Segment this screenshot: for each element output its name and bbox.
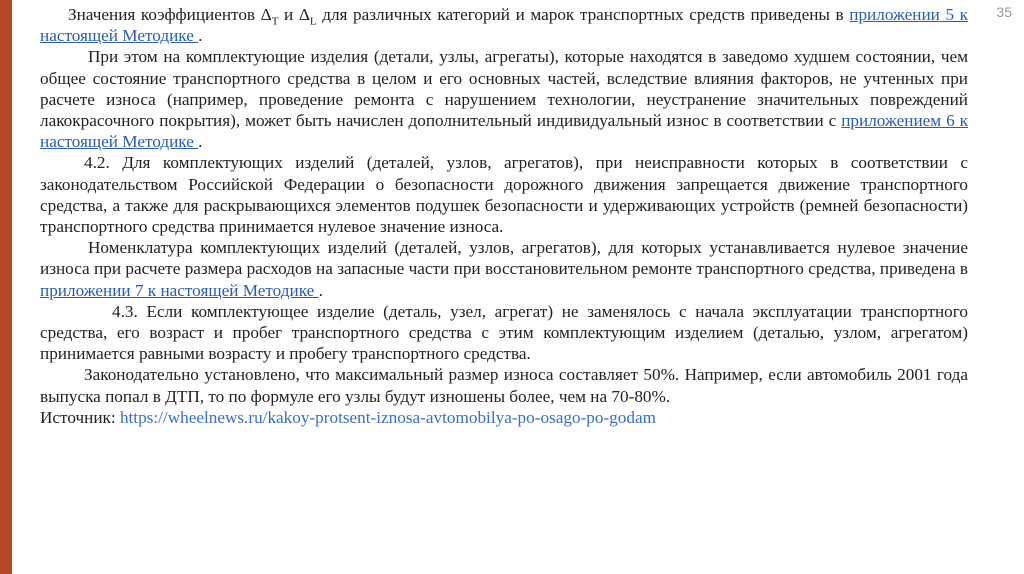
paragraph-text: Номенклатура комплектующих изделий (деталей, узлов, агрегатов), для которых устанавливается нулевое значение износа при расчете размера расходов на запасные части при восстановительном ремонте транспортного средства, приведена в <box>40 238 968 279</box>
paragraph-text: Законодательно установлено, что максимальный размер износа составляет 50%. Например, если автомобиль 2001 года выпуска попал в ДТП, то по формуле его узлы будут изношены более, чем на 70-80%. <box>40 365 968 406</box>
appendix-7-link[interactable]: приложении 7 к настоящей Методике <box>40 280 319 300</box>
accent-bar <box>0 0 12 574</box>
delta-subscript-l: L <box>309 15 317 28</box>
source-line <box>40 407 968 428</box>
slide-number: 35 <box>996 4 1012 20</box>
delta-subscript-t: T <box>271 15 279 28</box>
paragraph-text: и <box>278 5 299 24</box>
slide-content <box>40 4 968 428</box>
paragraph-max-wear <box>40 364 968 406</box>
paragraph-text: 4.2. Для комплектующих изделий (деталей, узлов, агрегатов), при неисправности которых в соответствии с законодательством Российской Федерации о безопасности дорожного движения запрещается движение транспортного средства, а также для раскрывающихся элементов подушек безопасности и удерживающих устройств (ремней безопасности) транспортного средства принимается нулевое значение износа. <box>40 153 968 237</box>
appendix-6-link[interactable]: приложением 6 к настоящей Методике <box>40 111 969 152</box>
appendix-5-link[interactable]: приложении 5 к настоящей Методике <box>40 5 968 46</box>
delta-symbol: Δ <box>260 5 272 24</box>
paragraph-nomenclature <box>40 237 968 301</box>
paragraph-text: . <box>198 132 203 152</box>
delta-symbol: Δ <box>298 5 310 24</box>
paragraph-text: . <box>318 280 323 300</box>
paragraph-text: 4.3. Если комплектующее изделие (деталь, узел, агрегат) не заменялось с начала эксплуатации транспортного средства, его возраст и пробег транспортного средства с этим комплектующим изделием (деталью, узлом, агрегатом) принимается равными возрасту и пробегу транспортного средства. <box>40 301 968 364</box>
paragraph-4-3 <box>40 301 968 365</box>
paragraph-text: . <box>198 26 203 46</box>
paragraph-coefficients <box>40 4 968 46</box>
paragraph-text: При этом на комплектующие изделия (детали, узлы, агрегаты), которые находятся в заведомо худшем состоянии, чем общее состояние транспортного средства в целом и его основных частей, вследствие влияния факторов, не учтенных при расчете износа (например, проведение ремонта с нарушением технологии, неустранение значительных повреждений лакокрасочного покрытия), может быть начислен дополнительный индивидуальный износ в соответствии с <box>40 47 968 131</box>
paragraph-additional-wear <box>40 46 968 152</box>
source-label: Источник: <box>40 407 120 427</box>
paragraph-text: для различных категорий и марок транспортных средств приведены в <box>316 5 850 24</box>
paragraph-4-2 <box>40 152 968 237</box>
paragraph-text: Значения коэффициентов <box>68 5 261 24</box>
source-link[interactable]: https://wheelnews.ru/kakoy-protsent-iznosa-avtomobilya-po-osago-po-godam <box>119 407 656 427</box>
